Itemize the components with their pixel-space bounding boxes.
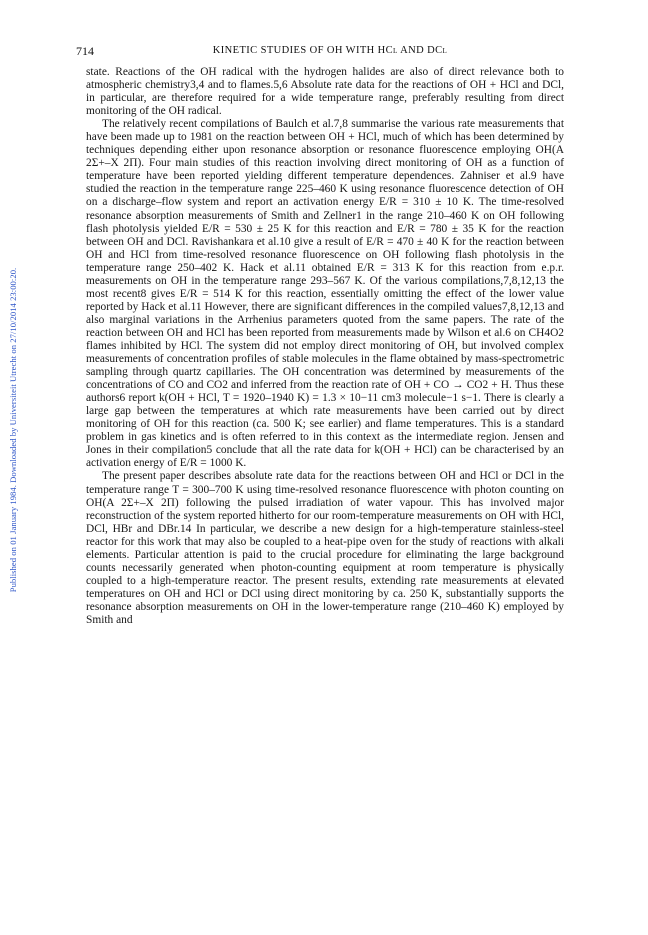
page-number: 714 — [76, 44, 94, 58]
paragraph-2: The relatively recent compilations of Baulch et al.7,8 summarise the various rate measurements that have been made up to 1981 on the reaction between OH + HCl, much of which has been determined by techniques depending either upon resonance absorption or resonance fluorescence employing OH(A 2Σ+–X 2Π). Four main studies of this reaction involving direct monitoring of OH as a function of temperature have been reported yielding different temperature dependences. Zahniser et al.9 have studied the reaction in the temperature range 225–460 K using resonance fluorescence detection of OH on a discharge–flow system and report an activation energy E/R = 310 ± 10 K. The time-resolved resonance absorption measurements of Smith and Zellner1 in the range 210–460 K on OH following flash photolysis yielded E/R = 530 ± 25 K for this reaction and E/R = 780 ± 35 K for the reaction between OH and DCl. Ravishankara et al.10 give a result of E/R = 470 ± 40 K for the reaction between OH and HCl from time-resolved resonance fluorescence on OH following flash photolysis in the temperature range 250–402 K. Hack et al.11 obtained E/R = 313 K for this reaction from e.p.r. measurements on OH in the temperature range 293–567 K. Of the various compilations,7,8,12,13 the most recent8 gives E/R = 514 K for this reaction, essentially omitting the effect of the lower value reported by Hack et al.11 However, there are significant differences in the compiled values7,8,12,13 and also marginal variations in the Arrhenius parameters quoted from the same papers. The rate of the reaction between OH and HCl has been reported from measurements made by Wilson et al.6 on CH4O2 flames inhibited by HCl. The system did not employ direct monitoring of OH, but involved complex measurements of concentration profiles of stable molecules in the flame obtained by mass-spectrometric sampling through quartz capillaries. The OH concentration was determined by measurements of the concentrations of CO and CO2 and inferred from the reaction rate of OH + CO → CO2 + H. Thus these authors6 report k(OH + HCl, T = 1920–1940 K) = 1.3 × 10−11 cm3 molecule−1 s−1. There is clearly a large gap between the temperatures at which rate measurements have been carried out by direct monitoring of OH for this reaction (ca. 500 K; see earlier) and flame temperatures. This is a standard problem in gas kinetics and is often referred to in this context as the intermediate region. Jensen and Jones in their compilation5 conclude that all the rate data for k(OH + HCl) can be characterised by an activation energy of E/R = 1000 K. — [86, 118, 564, 470]
page-header — [76, 44, 584, 58]
paragraph-1: state. Reactions of the OH radical with the hydrogen halides are also of direct relevance both to atmospheric chemistry3,4 and to flames.5,6 Absolute rate data for the reactions of OH + HCl and DCl, in particular, are therefore required for a wide temperature range, preferably resulting from direct monitoring of the OH radical. — [86, 66, 564, 118]
download-watermark — [6, 160, 20, 700]
watermark-text: Published on 01 January 1984. Downloaded by Universiteit Utrecht on 27/10/2014 23:00:20. — [8, 267, 19, 593]
article-body — [86, 66, 564, 627]
running-title: KINETIC STUDIES OF OH WITH HCl AND DCl — [212, 45, 448, 56]
paragraph-3: The present paper describes absolute rate data for the reactions between OH and HCl or DCl in the temperature range T = 300–700 K using time-resolved resonance fluorescence with photon counting on OH(A 2Σ+–X 2Π) following the pulsed irradiation of water vapour. This has involved major reconstruction of the system reported hitherto for our room-temperature measurements on OH with HCl, DCl, HBr and DBr.14 In particular, we describe a new design for a high-temperature stainless-steel reactor for this work that may also be coupled to a heat-pipe oven for the study of reactions with alkali elements. Particular attention is paid to the crucial procedure for eliminating the large background counts necessarily generated when photon-counting equipment at room temperature is physically coupled to a high-temperature reactor. The present results, extending rate measurements at elevated temperatures on OH and HCl or DCl using direct monitoring by ca. 250 K, substantially supports the resonance absorption measurements on OH in the lower-temperature range (210–460 K) employed by Smith and — [86, 470, 564, 626]
